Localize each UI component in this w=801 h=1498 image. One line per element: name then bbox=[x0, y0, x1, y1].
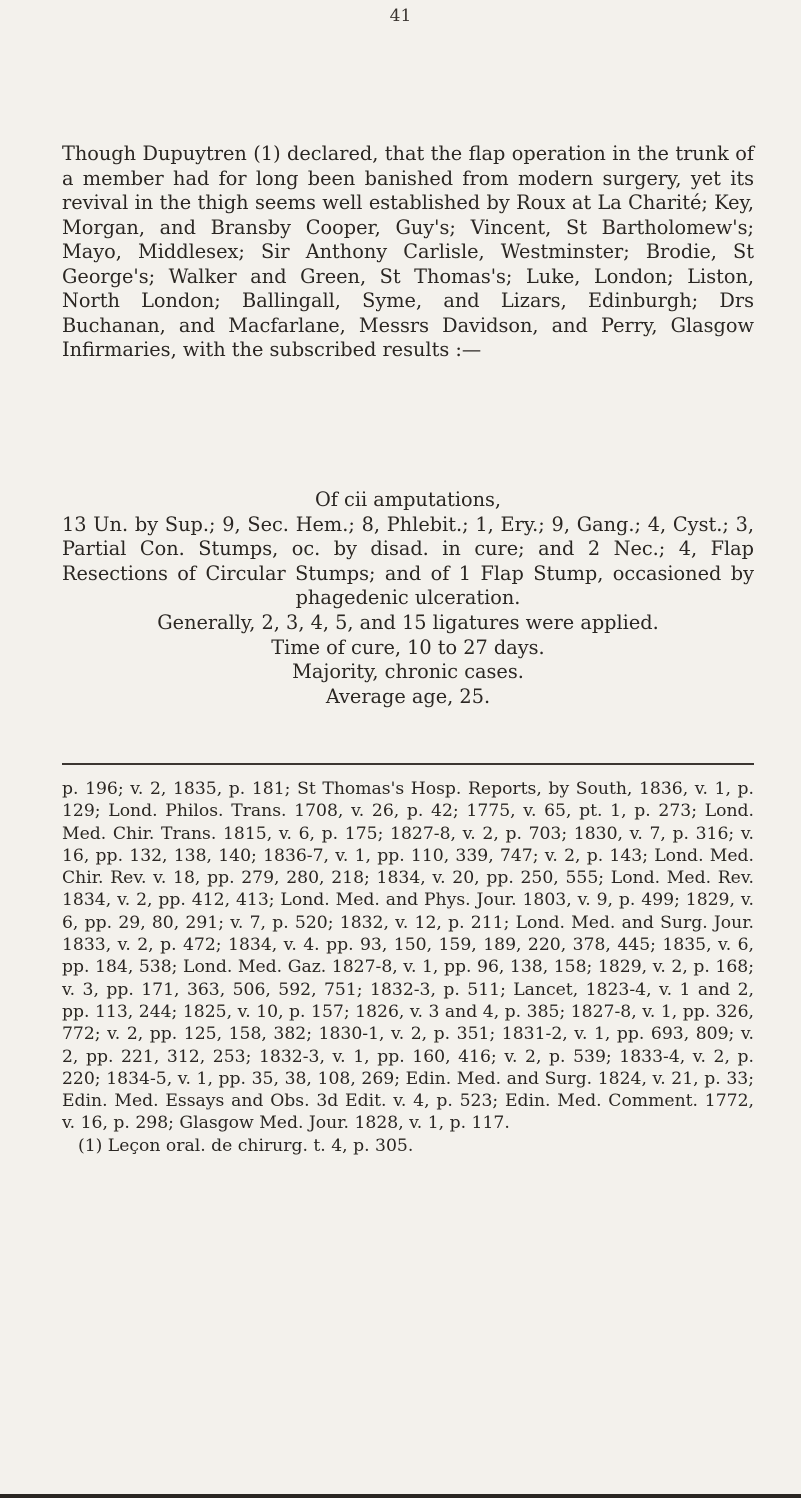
summary-time: Time of cure, 10 to 27 days. bbox=[271, 635, 545, 659]
summary-ligatures: Generally, 2, 3, 4, 5, and 15 ligatures were applied. bbox=[157, 610, 659, 634]
summary-heading: Of cii amputations, bbox=[314, 488, 502, 511]
footnotes bbox=[62, 778, 754, 1157]
summary-age: Average age, 25. bbox=[325, 684, 491, 708]
footnote-1: (1) Leçon oral. de chirurg. t. 4, p. 305. bbox=[78, 1135, 414, 1156]
summary-majority: Majority, chronic cases. bbox=[292, 660, 524, 684]
footnote-references: p. 196; v. 2, 1835, p. 181; St Thomas's Hosp. Reports, by South, 1836, v. 1, p. 129; Lond. Philos. Trans. 1708, v. 26, p. 42; 1775, v. 65, pt. 1, p. 273; Lond. Med. Chir. Trans. 1815, v. 6, p. 175; 1827-8, v. 2, p. 703; 1830, v. 7, p. 316; v. 16, pp. 132, 138, 140; 1836-7, v. 1, pp. 110, 339, 747; v. 2, p. 143; Lond. Med. Chir. Rev. v. 18, pp. 279, 280, 218; 1834, v. 20, pp. 250, 555; Lond. Med. Rev. 1834, v. 2, pp. 412, 413; Lond. Med. and Phys. Jour. 1803, v. 9, p. 499; 1829, v. 6, pp. 29, 80, 291; v. 7, p. 520; 1832, v. 12, p. 211; Lond. Med. and Surg. Jour. 1833, v. 2, p. 472; 1834, v. 4. pp. 93, 150, 159, 189, 220, 378, 445; 1835, v. 6, pp. 184, 538; Lond. Med. Gaz. 1827-8, v. 1, pp. 96, 138, 158; 1829, v. 2, p. 168; v. 3, pp. 171, 363, 506, 592, 751; 1832-3, p. 511; Lancet, 1823-4, v. 1 and 2, pp. 113, 244; 1825, v. 10, p. 157; 1826, v. 3 and 4, p. 385; 1827-8, v. 1, pp. 326, 772; v. 2, pp. 125, 158, 382; 1830-1, v. 2, p. 351; 1831-2, v. 1, pp. 693, 809; v. 2, pp. 221, 312, 253; 1832-3, v. 1, pp. 160, 416; v. 2, p. 539; 1833-4, v. 2, p. 220; 1834-5, v. 1, pp. 35, 38, 108, 269; Edin. Med. and Surg. 1824, v. 21, p. 33; Edin. Med. Essays and Obs. 3d Edit. v. 4, p. 523; Edin. Med. Comment. 1772, v. 16, p. 298; Glasgow Med. Jour. 1828, v. 1, p. 117. bbox=[62, 779, 754, 1134]
page-bottom-edge bbox=[0, 1494, 801, 1498]
body-paragraph: Though Dupuytren (1) declared, that the flap operation in the trunk of a member had for long been banished from modern surgery, yet its revival in the thigh seems well established by Roux at La Charité; Key, Morgan, and Bransby Cooper, Guy's; Vincent, St Bartholomew's; Mayo, Middlesex; Sir Anthony Carlisle, Westminster; Brodie, St George's; Walker and Green, St Thomas's; Luke, London; Liston, North London; Ballingall, Syme, and Lizars, Edinburgh; Drs Buchanan, and Macfarlane, Messrs Davidson, and Perry, Glasgow Infirmaries, with the subscribed results :— bbox=[62, 142, 754, 361]
summary-details: 13 Un. by Sup.; 9, Sec. Hem.; 8, Phlebit.; 1, Ery.; 9, Gang.; 4, Cyst.; 3, Partial Con. Stumps, oc. by disad. in cure; and 2 Nec.; 4, Flap Resections of Circular Stumps; and of 1 Flap Stump, occasioned by phagedenic ulceration. bbox=[62, 512, 754, 610]
page-number: 41 bbox=[389, 6, 412, 26]
footnote-divider bbox=[62, 763, 754, 765]
amputation-summary bbox=[62, 488, 754, 709]
